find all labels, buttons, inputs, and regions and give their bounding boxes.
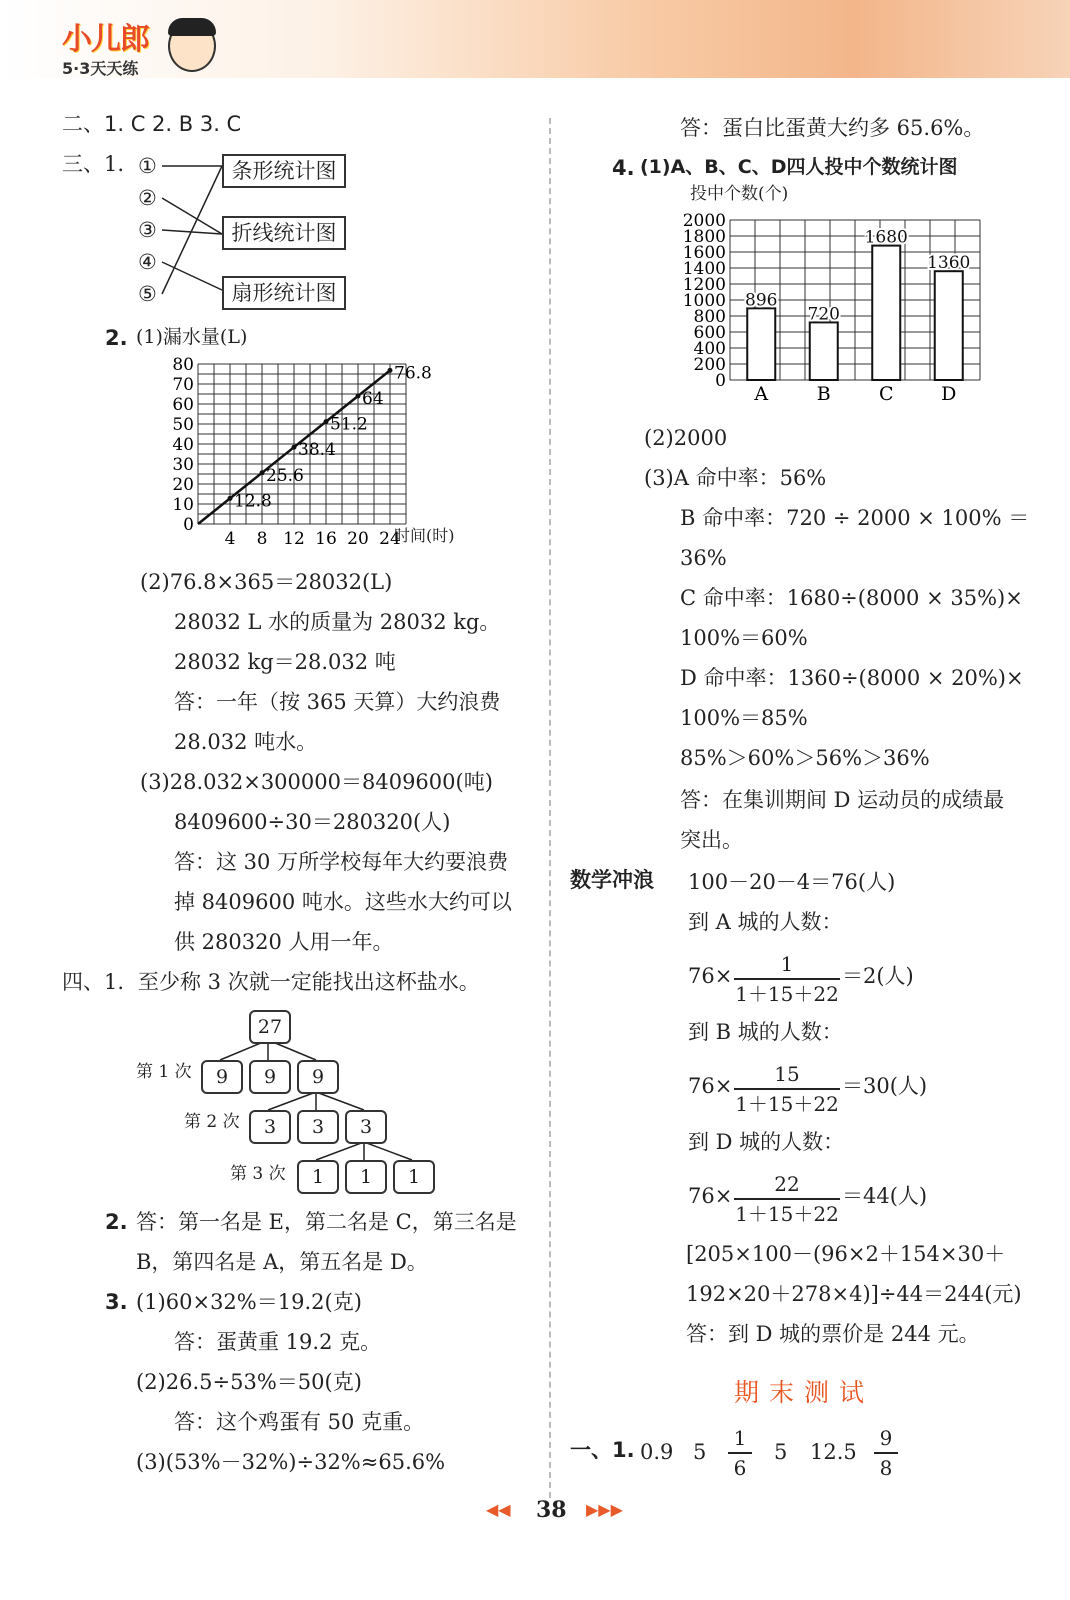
city-b-label: 到 B 城的人数： xyxy=(688,1020,843,1044)
bar-chart-value-label: 1680 xyxy=(864,227,908,248)
fd-num: 22 xyxy=(774,1172,800,1196)
last-frac-1-num: 1 xyxy=(733,1426,747,1450)
tree-l2-b: 3 xyxy=(297,1110,339,1144)
last-val-4: 12.5 xyxy=(810,1440,857,1464)
q2-2-line-4: 答：一年（按 365 天算）大约浪费 xyxy=(174,690,501,714)
city-a-label: 到 A 城的人数： xyxy=(688,910,843,934)
city-d-label: 到 D 城的人数： xyxy=(688,1130,845,1154)
q4-3-label: 3. xyxy=(105,1290,128,1314)
line-chart-xtick: 20 xyxy=(347,529,369,549)
fb-pre: 76× xyxy=(688,1074,733,1098)
bar-chart-ytick: 1400 xyxy=(682,259,726,279)
bar-chart-ytick: 400 xyxy=(693,339,726,359)
bar-chart-category-label: C xyxy=(878,383,894,405)
q2-3-line-3: 答：这 30 万所学校每年大约要浪费 xyxy=(174,850,509,874)
wave-line-1: 100－20－4＝76(人) xyxy=(688,870,896,894)
last-val-3: 5 xyxy=(774,1440,788,1464)
pie-chart-label-box: 扇形统计图 xyxy=(222,276,346,310)
wave-title: 数学冲浪 xyxy=(570,868,654,892)
line-chart-xtick: 24 xyxy=(379,529,401,549)
matching-lines xyxy=(150,150,230,310)
last-frac-2-den: 8 xyxy=(874,1452,898,1478)
q2-1: (1)漏水量(L) xyxy=(136,326,248,348)
line-chart-ytick: 10 xyxy=(172,495,194,515)
bar-chart-category-label: A xyxy=(754,383,769,405)
q4-3-line-e: 100%＝60% xyxy=(680,626,808,650)
bar-chart-ytick: 0 xyxy=(715,371,726,391)
line-chart-point-label: 25.6 xyxy=(266,465,304,486)
q4-3-line-1: (1)60×32%＝19.2(克) xyxy=(136,1290,362,1314)
q2-3-line-5: 供 280320 人用一年。 xyxy=(174,930,394,954)
q4-3-line-4: 答：这个鸡蛋有 50 克重。 xyxy=(174,1410,425,1434)
circle-2: ② xyxy=(138,186,157,210)
line-chart-point xyxy=(292,445,297,450)
line-chart-ytick: 0 xyxy=(183,515,194,535)
tree-l1-b: 9 xyxy=(249,1060,291,1094)
tree-label-3: 第 3 次 xyxy=(230,1164,286,1184)
circle-1: ① xyxy=(138,154,157,178)
line-chart-point xyxy=(260,470,265,475)
fa-pre: 76× xyxy=(688,964,733,988)
fb-post: ＝30(人) xyxy=(842,1074,928,1098)
column-divider xyxy=(549,118,551,1498)
tree-l2-a: 3 xyxy=(249,1110,291,1144)
section-title: 期末测试 xyxy=(734,1378,875,1407)
bar-chart-value-label: 896 xyxy=(745,290,778,311)
line-chart-xtick: 8 xyxy=(256,529,268,549)
final-line-2: 192×20＋278×4)]÷44＝244(元) xyxy=(686,1282,1022,1306)
line-chart-xtick: 12 xyxy=(283,529,305,549)
last-frac-2-num: 9 xyxy=(879,1426,893,1450)
circle-3: ③ xyxy=(138,218,157,242)
section-3-label: 三、1. xyxy=(62,152,125,176)
last-val-1: 0.9 xyxy=(640,1440,674,1464)
line-chart-ytick: 50 xyxy=(172,415,194,435)
line-chart-point xyxy=(388,368,393,373)
bar-chart-ytick: 1800 xyxy=(682,227,726,247)
bar-chart-label-box: 条形统计图 xyxy=(222,154,346,188)
fa-den: 1＋15＋22 xyxy=(734,978,840,1004)
fd-pre: 76× xyxy=(688,1184,733,1208)
tree-l3-a: 1 xyxy=(297,1160,339,1194)
line-chart-point-label: 51.2 xyxy=(330,414,368,435)
s4-1-answer: 至少称 3 次就一定能找出这杯盐水。 xyxy=(138,970,480,994)
line-chart-point-label: 38.4 xyxy=(298,440,336,461)
top-answer: 答：蛋白比蛋黄大约多 65.6%。 xyxy=(680,116,985,140)
q2-2-line-5: 28.032 吨水。 xyxy=(174,730,318,754)
fb-den: 1＋15＋22 xyxy=(734,1088,840,1114)
q4-2-line-2: B，第四名是 A，第五名是 D。 xyxy=(136,1250,428,1274)
q4-2-line-1: 答：第一名是 E，第二名是 C，第三名是 xyxy=(136,1210,517,1234)
next-arrow-icon: ▶▶▶ xyxy=(586,1500,623,1519)
fd-den: 1＋15＋22 xyxy=(734,1198,840,1224)
bar-chart-ylabel: 投中个数(个) xyxy=(690,184,789,204)
bar-chart-value-label: 720 xyxy=(807,304,840,325)
last-frac-2 xyxy=(874,1428,898,1478)
logo xyxy=(52,14,222,84)
tree-label-2: 第 2 次 xyxy=(184,1112,240,1132)
line-chart-xtick: 16 xyxy=(315,529,337,549)
q2-3-line-4: 掉 8409600 吨水。这些水大约可以 xyxy=(174,890,512,914)
bar-chart-bar xyxy=(747,308,775,380)
logo-sub: 5·3天天练 xyxy=(62,59,139,78)
circle-5: ⑤ xyxy=(138,282,157,306)
q4-2-label: 2. xyxy=(105,1210,128,1234)
line-chart-point-label: 64 xyxy=(362,389,384,409)
bar-chart-bar xyxy=(935,271,963,380)
line-chart-xlabel: 时间(时) xyxy=(394,526,455,545)
bar-chart-ytick: 2000 xyxy=(682,211,726,231)
logo-main: 小儿郎 xyxy=(62,22,149,57)
q4-3-line-b: B 命中率：720 ÷ 2000 × 100% ＝ xyxy=(680,506,1030,530)
last-label: 一、1. xyxy=(570,1438,635,1462)
mascot-icon xyxy=(168,20,216,72)
line-chart-ytick: 70 xyxy=(172,375,194,395)
final-line-1: [205×100－(96×2＋154×30＋ xyxy=(686,1242,1006,1266)
line-chart-label-box: 折线统计图 xyxy=(222,216,346,250)
q4-3-line-i: 答：在集训期间 D 运动员的成绩最 xyxy=(680,788,1005,812)
circle-4: ④ xyxy=(138,250,157,274)
q4-3-line-f: D 命中率：1360÷(8000 × 20%)× xyxy=(680,666,1024,690)
fb-num: 15 xyxy=(774,1062,800,1086)
q4-3-line-d: C 命中率：1680÷(8000 × 35%)× xyxy=(680,586,1023,610)
fb-fraction xyxy=(734,1064,840,1114)
q4-2-answer: (2)2000 xyxy=(644,426,728,450)
fa-fraction xyxy=(734,954,840,1004)
bar-chart-ytick: 800 xyxy=(693,307,726,327)
q4-3-line-3: (2)26.5÷53%＝50(克) xyxy=(136,1370,362,1394)
q2-3-line-2: 8409600÷30＝280320(人) xyxy=(174,810,451,834)
q4-3-line-g: 100%＝85% xyxy=(680,706,808,730)
prev-arrow-icon: ◀◀ xyxy=(486,1500,511,1519)
tree-label-1: 第 1 次 xyxy=(136,1062,192,1082)
q4-3-line-a: (3)A 命中率：56% xyxy=(644,466,827,490)
page-number: 38 xyxy=(536,1497,567,1523)
q4-3-line-h: 85%＞60%＞56%＞36% xyxy=(680,746,930,770)
q2-2-line-3: 28032 kg＝28.032 吨 xyxy=(174,650,396,674)
last-frac-1-den: 6 xyxy=(728,1452,752,1478)
tree-l3-b: 1 xyxy=(345,1160,387,1194)
line-chart-point-label: 12.8 xyxy=(234,491,272,512)
line-chart-point xyxy=(356,394,361,399)
bar-chart-value-label: 1360 xyxy=(927,253,971,274)
q4-3-line-2: 答：蛋黄重 19.2 克。 xyxy=(174,1330,382,1354)
bar-chart-ytick: 200 xyxy=(693,355,726,375)
tree-root: 27 xyxy=(249,1010,291,1044)
leak-line-chart xyxy=(160,352,490,552)
bar-chart-bar xyxy=(872,246,900,380)
line-chart-ytick: 30 xyxy=(172,455,194,475)
fd-post: ＝44(人) xyxy=(842,1184,928,1208)
tree-l1-c: 9 xyxy=(297,1060,339,1094)
section-2-answers: 二、1. C 2. B 3. C xyxy=(62,112,242,136)
bar-chart-title: (1)A、B、C、D四人投中个数统计图 xyxy=(640,156,958,178)
q2-label: 2. xyxy=(105,326,128,350)
q2-2-line-1: (2)76.8×365＝28032(L) xyxy=(140,570,393,594)
bar-chart-ytick: 1200 xyxy=(682,275,726,295)
q4-3-line-c: 36% xyxy=(680,546,727,570)
tree-l2-c: 3 xyxy=(345,1110,387,1144)
final-line-3: 答：到 D 城的票价是 244 元。 xyxy=(686,1322,980,1346)
tree-l1-a: 9 xyxy=(201,1060,243,1094)
tree-l3-c: 1 xyxy=(393,1160,435,1194)
line-chart-ytick: 60 xyxy=(172,395,194,415)
fa-num: 1 xyxy=(780,952,794,976)
q2-3-line-1: (3)28.032×300000＝8409600(吨) xyxy=(140,770,493,794)
fd-fraction xyxy=(734,1174,840,1224)
bar-chart-ytick: 1600 xyxy=(682,243,726,263)
last-val-2: 5 xyxy=(693,1440,707,1464)
line-chart-xtick: 4 xyxy=(224,529,236,549)
bar-chart-bar xyxy=(810,322,838,380)
bar-chart-ytick: 600 xyxy=(693,323,726,343)
q2-2-line-2: 28032 L 水的质量为 28032 kg。 xyxy=(174,610,501,634)
line-chart-point xyxy=(324,419,329,424)
bar-chart-ytick: 1000 xyxy=(682,291,726,311)
q4-label: 4. xyxy=(612,156,635,180)
q4-3-line-j: 突出。 xyxy=(680,828,743,852)
bar-chart-category-label: B xyxy=(816,383,831,405)
last-frac-1 xyxy=(728,1428,752,1478)
fa-post: ＝2(人) xyxy=(842,964,914,988)
section-4-label: 四、1. xyxy=(62,970,125,994)
bar-chart-category-label: D xyxy=(941,383,957,405)
shots-bar-chart xyxy=(670,208,1000,408)
line-chart-ytick: 20 xyxy=(172,475,194,495)
line-chart-point-label: 76.8 xyxy=(394,363,432,384)
line-chart-ytick: 80 xyxy=(172,355,194,375)
line-chart-ytick: 40 xyxy=(172,435,194,455)
q4-3-line-5: (3)(53%－32%)÷32%≈65.6% xyxy=(136,1450,446,1474)
line-chart-point xyxy=(228,496,233,501)
